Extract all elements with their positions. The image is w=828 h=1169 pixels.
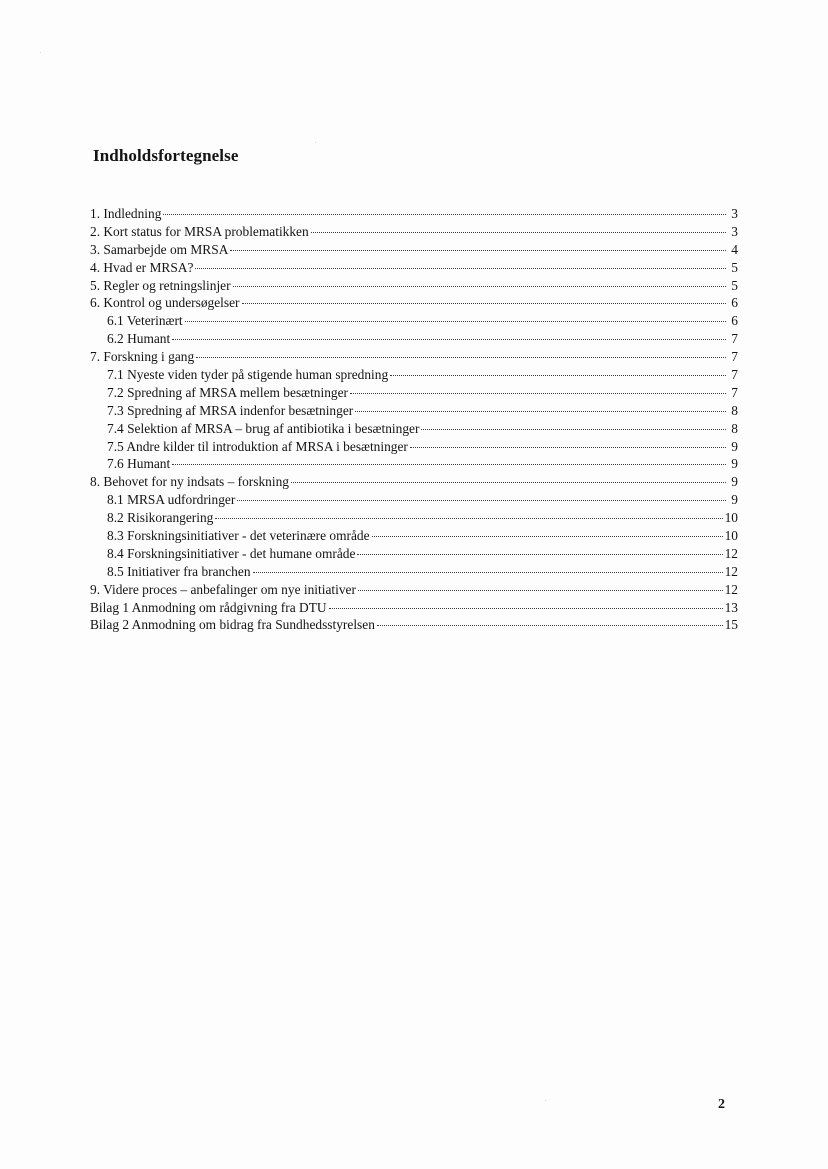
toc-entry[interactable] [90,384,738,402]
toc-entry-label: 1. Indledning [90,206,162,221]
toc-entry-page-number: 12 [724,563,738,579]
dot-leader [163,213,726,215]
toc-entry-page-number: 5 [731,259,738,275]
toc-entry-page-number: 7 [731,384,738,400]
page-number: 2 [718,1097,725,1112]
toc-entry-page-number: 7 [731,349,738,365]
dot-leader [421,428,726,430]
toc-entry-label: Bilag 1 Anmodning om rådgivning fra DTU [90,599,327,615]
toc-entry-page-number: 15 [724,617,738,633]
toc-entry-label: 2. Kort status for MRSA problematikken [90,223,309,239]
toc-entry-label: 8.1 MRSA udfordringer [107,492,236,508]
toc-entry-label: Bilag 2 Anmodning om bidrag fra Sundhedsstyrelsen [90,617,375,633]
toc-entry[interactable] [90,599,738,617]
toc-entry-page-number: 13 [724,599,738,615]
toc-entry-label: 8. Behovet for ny indsats – forskning [90,474,289,490]
table-of-contents [90,205,738,634]
dot-leader [350,392,726,394]
toc-entry-label: 6.1 Veterinært [107,313,183,329]
toc-entry[interactable] [90,348,738,366]
toc-entry[interactable] [90,473,738,491]
dot-leader [311,231,726,233]
toc-entry[interactable] [90,402,738,420]
toc-entry[interactable] [90,330,738,348]
toc-entry[interactable] [90,455,738,473]
toc-entry-page-number: 9 [731,438,738,454]
toc-entry-page-number: 4 [731,241,738,257]
toc-entry[interactable] [90,491,738,509]
toc-entry[interactable] [90,277,738,295]
toc-entry-label: 7.5 Andre kilder til introduktion af MRSA i besætninger [107,438,408,454]
toc-entry-label: 6.2 Humant [107,331,171,347]
dot-leader [237,499,726,501]
toc-entry[interactable] [90,563,738,581]
toc-entry-label: 4. Hvad er MRSA? [90,259,194,275]
dot-leader [390,374,726,376]
toc-entry[interactable] [90,420,738,438]
toc-entry-page-number: 10 [724,510,738,526]
toc-entry[interactable] [90,205,738,223]
toc-entry-page-number: 3 [731,223,738,239]
toc-entry-label: 8.3 Forskningsinitiativer - det veterinære område [107,528,370,544]
toc-entry-page-number: 6 [731,313,738,329]
toc-entry-label: 3. Samarbejde om MRSA [90,241,229,257]
toc-entry-page-number: 12 [724,581,738,597]
toc-entry-label: 8.2 Risikorangering [107,510,214,526]
toc-entry[interactable] [90,223,738,241]
dot-leader [357,553,722,555]
dot-leader [242,302,726,304]
toc-entry-label: 8.5 Initiativer fra branchen [107,563,251,579]
dot-leader [372,535,723,537]
dot-leader [172,338,726,340]
toc-entry-label: 7. Forskning i gang [90,349,195,365]
toc-entry-label: 7.2 Spredning af MRSA mellem besætninger [107,384,349,400]
dot-leader [185,320,726,322]
toc-entry[interactable] [90,509,738,527]
toc-heading: Indholdsfortegnelse [93,146,239,165]
dot-leader [377,624,723,626]
toc-entry-label: 6. Kontrol og undersøgelser [90,295,240,311]
dot-leader [233,285,726,287]
scan-speck [545,1100,546,1101]
scan-speck [315,142,316,143]
toc-entry[interactable] [90,312,738,330]
toc-entry-page-number: 3 [731,206,738,221]
toc-entry-label: 7.1 Nyeste viden tyder på stigende human spredning [107,367,389,383]
dot-leader [291,481,726,483]
toc-entry[interactable] [90,366,738,384]
toc-entry-page-number: 9 [731,474,738,490]
toc-entry[interactable] [90,581,738,599]
toc-entry-label: 9. Videre proces – anbefalinger om nye initiativer [90,581,356,597]
toc-entry-page-number: 9 [731,456,738,472]
toc-entry[interactable] [90,545,738,563]
dot-leader [355,410,726,412]
dot-leader [230,249,726,251]
dot-leader [253,571,723,573]
toc-entry-label: 5. Regler og retningslinjer [90,277,231,293]
scan-speck [40,52,41,53]
toc-entry-page-number: 10 [724,528,738,544]
dot-leader [195,267,726,269]
toc-entry-page-number: 5 [731,277,738,293]
dot-leader [172,463,726,465]
toc-entry-label: 7.4 Selektion af MRSA – brug af antibiotika i besætninger [107,420,420,436]
toc-entry[interactable] [90,241,738,259]
toc-entry-page-number: 7 [731,367,738,383]
toc-entry-page-number: 9 [731,492,738,508]
toc-entry-label: 7.3 Spredning af MRSA indenfor besætninger [107,402,354,418]
toc-entry-label: 7.6 Humant [107,456,171,472]
dot-leader [410,446,726,448]
dot-leader [329,607,723,609]
dot-leader [196,356,726,358]
toc-entry[interactable] [90,527,738,545]
toc-entry-label: 8.4 Forskningsinitiativer - det humane område [107,545,356,561]
dot-leader [358,589,723,591]
toc-entry-page-number: 7 [731,331,738,347]
toc-entry-page-number: 8 [731,420,738,436]
toc-entry[interactable] [90,616,738,634]
toc-entry[interactable] [90,438,738,456]
dot-leader [215,517,722,519]
toc-entry[interactable] [90,294,738,312]
toc-entry[interactable] [90,259,738,277]
toc-entry-page-number: 8 [731,402,738,418]
toc-entry-page-number: 12 [724,545,738,561]
toc-entry-page-number: 6 [731,295,738,311]
